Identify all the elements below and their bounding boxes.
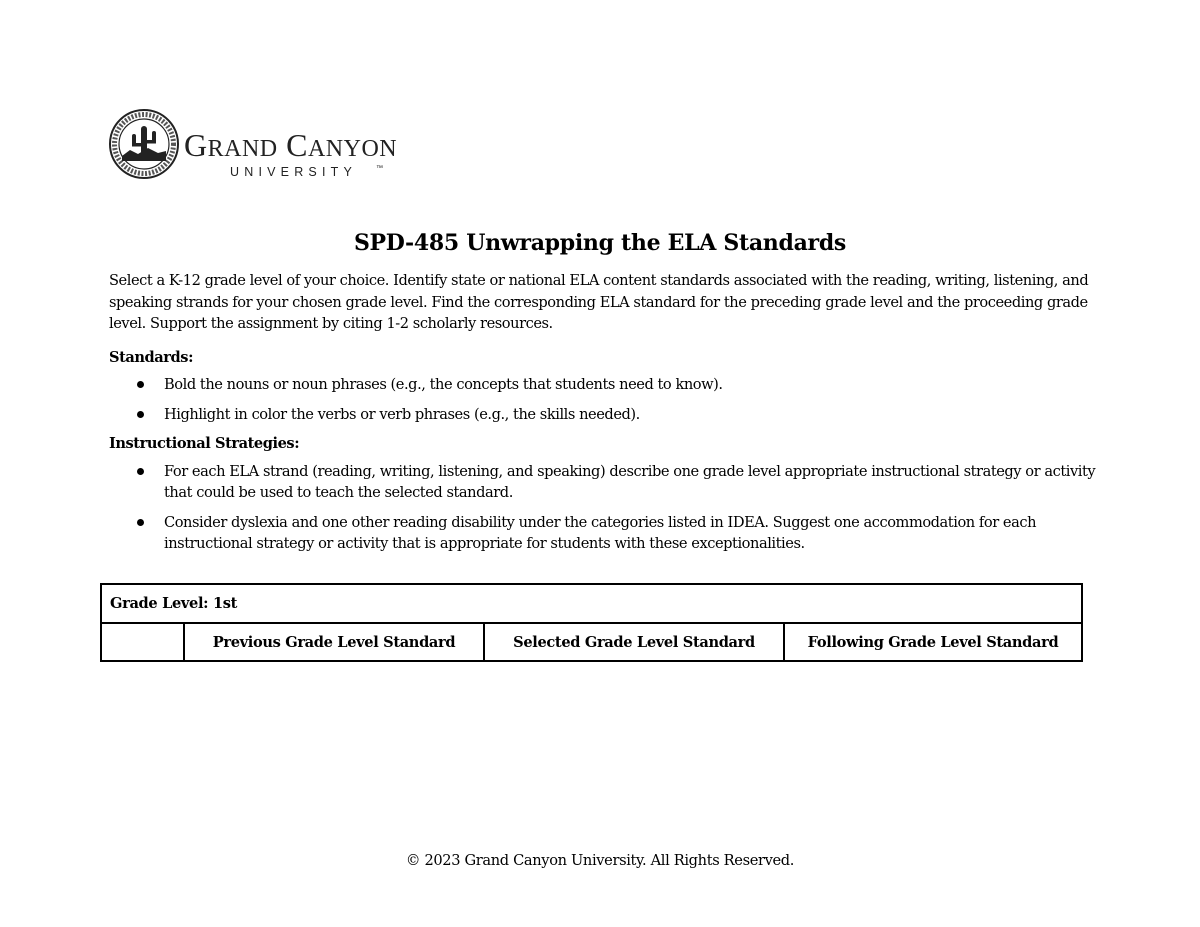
instructions-body bbox=[109, 270, 1099, 563]
list-item-text: For each ELA strand (reading, writing, listening, and speaking) describe one grade level appropriate instructional strategy or activity that could be used to teach the selected standard. bbox=[164, 462, 1096, 501]
bullet-icon bbox=[137, 519, 144, 526]
list-item bbox=[109, 404, 1099, 426]
bullet-icon bbox=[137, 468, 144, 475]
grade-level-row bbox=[101, 584, 1082, 623]
list-item bbox=[109, 374, 1099, 396]
list-item bbox=[109, 512, 1099, 555]
svg-text:UNIVERSITY: UNIVERSITY bbox=[230, 165, 358, 179]
svg-text:™: ™ bbox=[376, 165, 383, 172]
grade-level-cell[interactable]: Grade Level: 1st bbox=[101, 584, 1082, 623]
previous-grade-header[interactable]: Previous Grade Level Standard bbox=[184, 623, 484, 661]
standards-heading: Standards: bbox=[109, 348, 194, 366]
following-grade-header[interactable]: Following Grade Level Standard bbox=[784, 623, 1082, 661]
document-title: SPD-485 Unwrapping the ELA Standards bbox=[353, 230, 847, 256]
svg-text:GRAND CANYON: GRAND CANYON bbox=[184, 127, 398, 163]
gcu-seal-logo bbox=[108, 108, 428, 180]
bullet-icon bbox=[137, 411, 144, 418]
selected-grade-header[interactable]: Selected Grade Level Standard bbox=[484, 623, 784, 661]
copyright-footer: © 2023 Grand Canyon University. All Rights Reserved. bbox=[405, 852, 795, 869]
bullet-icon bbox=[137, 381, 144, 388]
strategies-list bbox=[109, 461, 1099, 555]
list-item-text: Bold the nouns or noun phrases (e.g., the concepts that students need to know). bbox=[164, 376, 723, 393]
blank-header-cell[interactable] bbox=[101, 623, 184, 661]
table-header-row bbox=[101, 623, 1082, 661]
list-item bbox=[109, 461, 1099, 504]
strategies-heading: Instructional Strategies: bbox=[109, 435, 300, 452]
intro-paragraph: Select a K-12 grade level of your choice. Identify state or national ELA content standards associated with the reading, writing, listening, and speaking strands for your chosen grade level. Find the corresponding ELA standard for the preceding grade level and the proceeding grade level. Support the assignment by citing 1-2 scholarly resources. bbox=[109, 272, 1089, 332]
list-item-text: Highlight in color the verbs or verb phrases (e.g., the skills needed). bbox=[164, 405, 640, 423]
university-logo bbox=[108, 108, 428, 180]
list-item-text: Consider dyslexia and one other reading disability under the categories listed in IDEA. Suggest one accommodation for each instructional strategy or activity that is appropriate for students with these exceptionalities. bbox=[164, 513, 1037, 552]
standards-table bbox=[100, 583, 1083, 662]
standards-list bbox=[109, 374, 1099, 425]
